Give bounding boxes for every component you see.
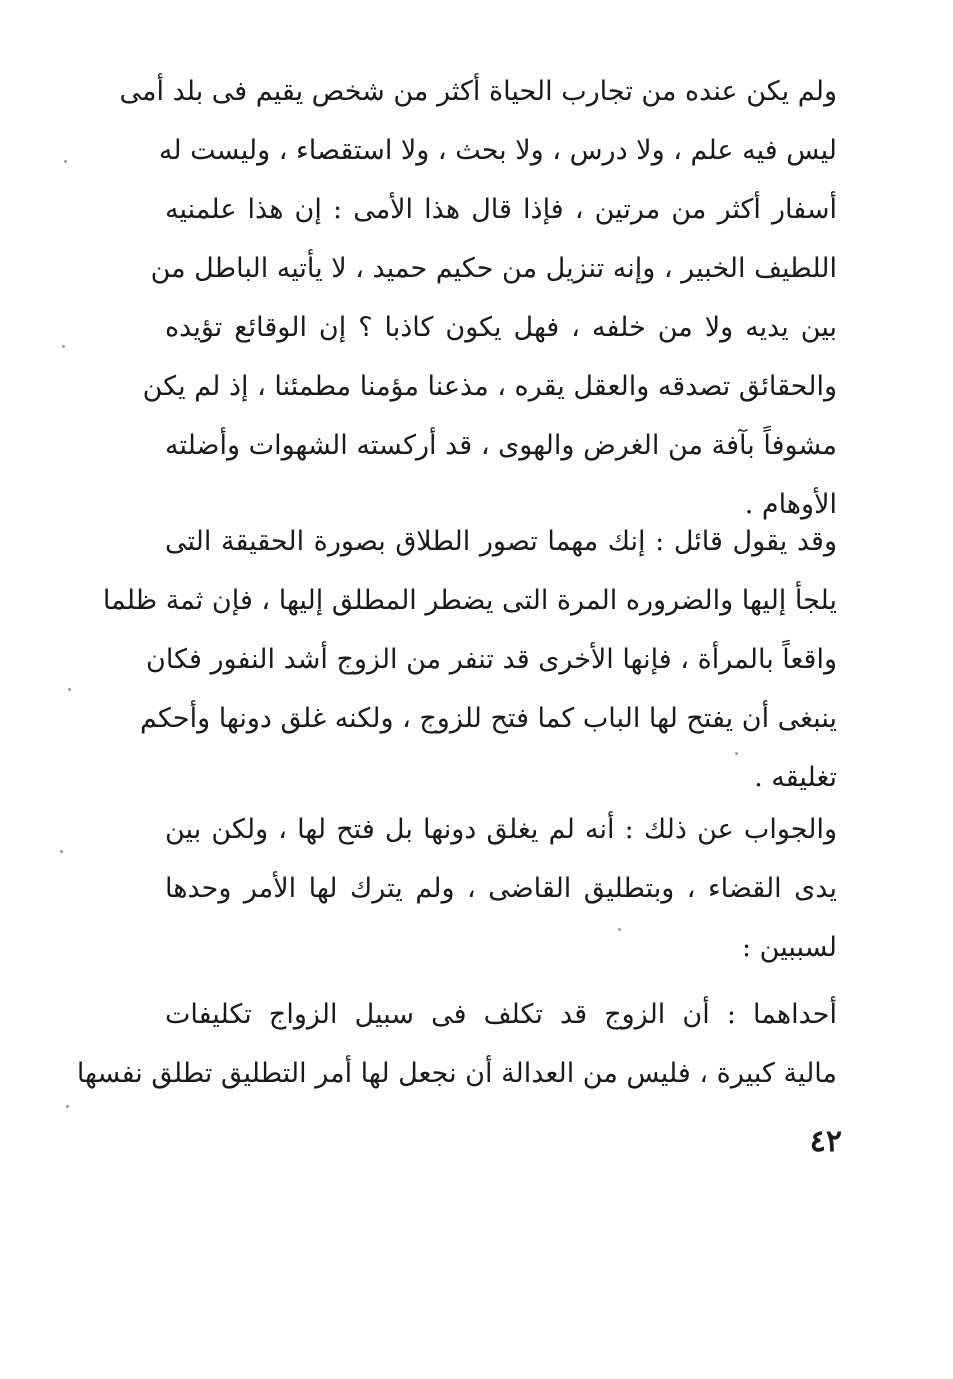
text-line: ينبغى أن يفتح لها الباب كما فتح للزوج ، ولكنه غلق دونها وأحكم (140, 703, 837, 734)
text-line: أسفار أكثر من مرتين ، فإذا قال هذا الأمى : إن هذا علمنيه (165, 194, 837, 225)
text-line: تغليقه . (754, 762, 837, 793)
text-line: بين يديه ولا من خلفه ، فهل يكون كاذبا ؟ إن الوقائع تؤيده (165, 312, 837, 343)
paragraph-1 (119, 62, 837, 534)
text-line: أحداهما : أن الزوج قد تكلف فى سبيل الزواج تكليفات (165, 999, 837, 1030)
text-line: مالية كبيرة ، فليس من العدالة أن نجعل لها أمر التطليق تطلق نفسها (76, 1058, 837, 1089)
text-line: الأوهام . (744, 489, 837, 520)
text-line: يدى القضاء ، وبتطليق القاضى ، ولم يترك لها الأمر وحدها (165, 873, 837, 904)
paragraph-2 (102, 512, 837, 807)
text-line: ولم يكن عنده من تجارب الحياة أكثر من شخص يقيم فى بلد أمى (119, 76, 837, 107)
scan-speck (62, 345, 65, 348)
text-line: مشوفاً بآفة من الغرض والهوى ، قد أركسته الشهوات وأضلته (165, 430, 837, 461)
text-line: ليس فيه علم ، ولا درس ، ولا بحث ، ولا استقصاء ، وليست له (158, 135, 837, 166)
text-line: وقد يقول قائل : إنك مهما تصور الطلاق بصورة الحقيقة التى (165, 526, 837, 557)
text-line: اللطيف الخبير ، وإنه تنزيل من حكيم حميد ، لا يأتيه الباطل من (150, 253, 837, 284)
scan-speck (68, 688, 71, 691)
page-number: ٤٢ (809, 1124, 842, 1159)
scan-speck (66, 1105, 69, 1108)
text-line: لسببين : (742, 932, 837, 963)
scan-speck (60, 850, 63, 853)
scan-speck (618, 928, 621, 931)
scan-speck (735, 752, 738, 755)
text-line: يلجأ إليها والضروره المرة التى يضطر المطلق إليها ، فإن ثمة ظلما (102, 585, 837, 616)
text-line: واقعاً بالمرأة ، فإنها الأخرى قد تنفر من الزوج أشد النفور فكان (146, 644, 837, 675)
text-line: والجواب عن ذلك : أنه لم يغلق دونها بل فتح لها ، ولكن بين (165, 814, 837, 845)
paragraph-4 (76, 985, 837, 1103)
paragraph-3 (165, 800, 837, 977)
scan-speck (64, 160, 67, 163)
text-line: والحقائق تصدقه والعقل يقره ، مذعنا مؤمنا مطمئنا ، إذ لم يكن (142, 371, 837, 402)
